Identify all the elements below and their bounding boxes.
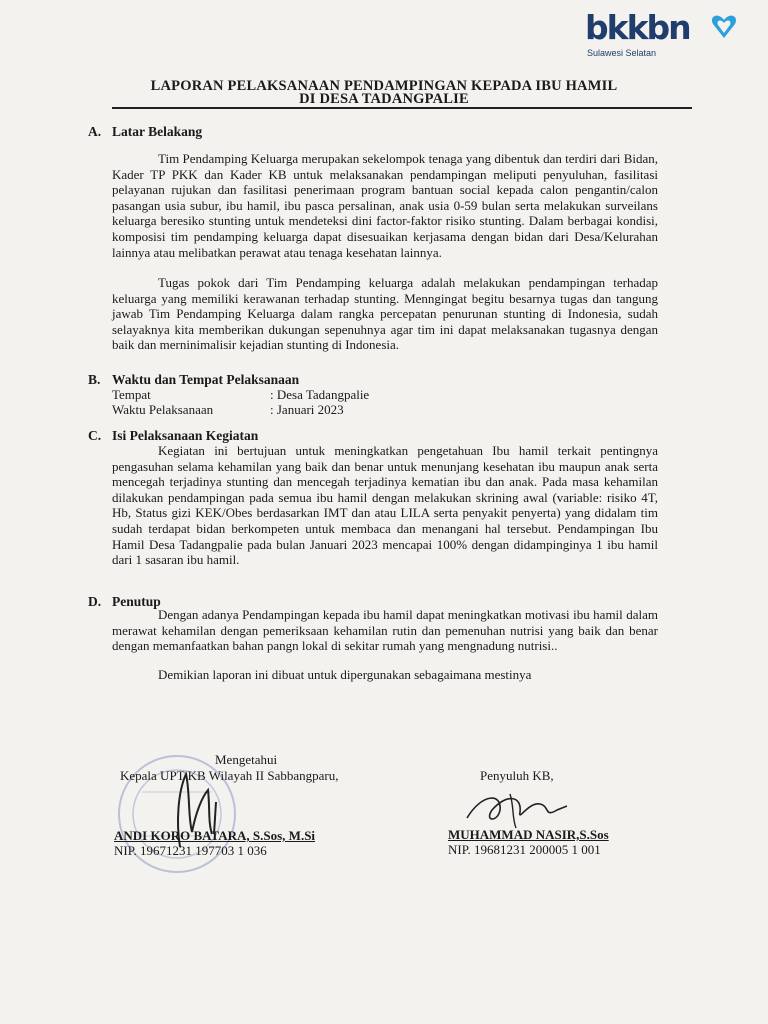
right-sign-position: Penyuluh KB, — [480, 768, 554, 783]
left-signatory-name: ANDI KORO BATARA, S.Sos, M.Si — [114, 828, 316, 843]
section-d-title: Penutup — [112, 594, 161, 609]
section-a-title: Latar Belakang — [112, 124, 203, 139]
section-a-paragraph-2: Tugas pokok dari Tim Pendamping keluarga adalah melakukan pendampingan terhadap keluarga yang memiliki kerawanan terhadap stunting. Menngingat begitu besarnya tugas dan tangung jawab Tim Pendamping Keluarga dalam rangka percepatan penurunan stunting di Indonesia, sudah selayaknya kita memberikan dukungan sepenuhnya agar tim ini dapat melaksanakan tugasnya dengan baik dan merninimalisir kejadian stunting di Indonesia. — [112, 275, 658, 353]
section-d-paragraph-2: Demikian laporan ini dibuat untuk dipergunakan sebagaimana mestinya — [158, 667, 532, 682]
section-c-heading — [88, 428, 258, 444]
section-a-heading — [88, 124, 202, 140]
section-b-title: Waktu dan Tempat Pelaksanaan — [112, 372, 300, 387]
section-d-paragraph-1: Dengan adanya Pendampingan kepada ibu hamil dapat meningkatkan motivasi ibu hamil dalam merawat kehamilan dengan pemeriksaan kehamilan rutin dan pemenuhan nutrisi yang baik dan benar dengan memanfaatkan bahan pangn lokal di sekitar rumah yang mengnadung nutrisi.. — [112, 607, 658, 654]
section-c-title: Isi Pelaksanaan Kegiatan — [112, 428, 259, 443]
waktu-row — [112, 402, 344, 418]
report-title-line1: LAPORAN PELAKSANAAN PENDAMPINGAN KEPADA IBU HAMIL — [150, 78, 618, 94]
waktu-value: : Januari 2023 — [270, 402, 344, 417]
section-a-paragraph-1: Tim Pendamping Keluarga merupakan sekelompok tenaga yang dibentuk dan terdiri dari Bidan, Kader TP PKK dan Kader KB untuk melaksanakan pendampingan meliputi penyuluhan, fasilitasi pelayanan rujukan dan fasilitasi penerimaan program bantuan social kepada calon pengantin/calon pasangan usia subur, ibu hamil, ibu pasca persalinan, anak usia 0-59 bulan serta melakukan surveilans keluarga beresiko stunting untuk mendeteksi dini factor-faktor risiko stunting. Dalam berbagai kondisi, komposisi tim pendamping keluarga dapat disesuaikan kerjasama dengan bidan dari Desa/Kelurahan lainnya atau melibatkan perawat atau tenaga kesehatan lainnya. — [112, 151, 658, 260]
logo-mark-icon — [707, 10, 741, 44]
title-divider — [112, 107, 692, 109]
left-sign-position: Kepala UPT KB Wilayah II Sabbangparu, — [120, 768, 339, 783]
section-b-letter: B. — [88, 372, 101, 387]
tempat-row — [112, 387, 369, 403]
tempat-label: Tempat — [112, 387, 151, 402]
section-b-heading — [88, 372, 299, 388]
section-c-paragraph-1: Kegiatan ini bertujuan untuk meningkatkan pengetahuan Ibu hamil terkait pentingnya pengasuhan selama kehamilan yang baik dan benar untuk menunjang kesehatan ibu maupun anak serta mencegah terjadinya stunting dan mencegah terjadinya kematian ibu dan anak. Pada masa kehamilan dilakukan pendampingan pada semua ibu hamil dengan melakukan skrining awal (variable: risiko 4T, Hb, Status gizi KEK/Obes berdasarkan IMT dan atau LILA serta penyakit penyerta) yang didalam tim sudah terdapat bidan berkompeten untuk membaca dan menangani hal tersebut. Pendampingan Ibu Hamil Desa Tadangpalie pada bulan Januari 2023 mencapai 100% dengan didampinginya 1 ibu hamil dari 1 sasaran ibu hamil. — [112, 443, 658, 568]
waktu-label: Waktu Pelaksanaan — [112, 402, 214, 417]
section-a-letter: A. — [88, 124, 102, 139]
section-d-letter: D. — [88, 594, 102, 609]
section-c-letter: C. — [88, 428, 102, 443]
report-title-line2: DI DESA TADANGPALIE — [299, 91, 469, 107]
logo-subtitle: Sulawesi Selatan — [587, 48, 657, 58]
bkkbn-logo — [585, 8, 745, 60]
left-sign-line1: Mengetahui — [215, 752, 278, 767]
right-signatory-name: MUHAMMAD NASIR,S.Sos — [448, 827, 609, 842]
tempat-value: : Desa Tadangpalie — [270, 387, 370, 402]
logo-brand-text: bkkbn — [585, 8, 690, 47]
left-signatory-nip: NIP. 19671231 197703 1 036 — [114, 843, 267, 858]
right-signatory-nip: NIP. 19681231 200005 1 001 — [448, 842, 601, 857]
